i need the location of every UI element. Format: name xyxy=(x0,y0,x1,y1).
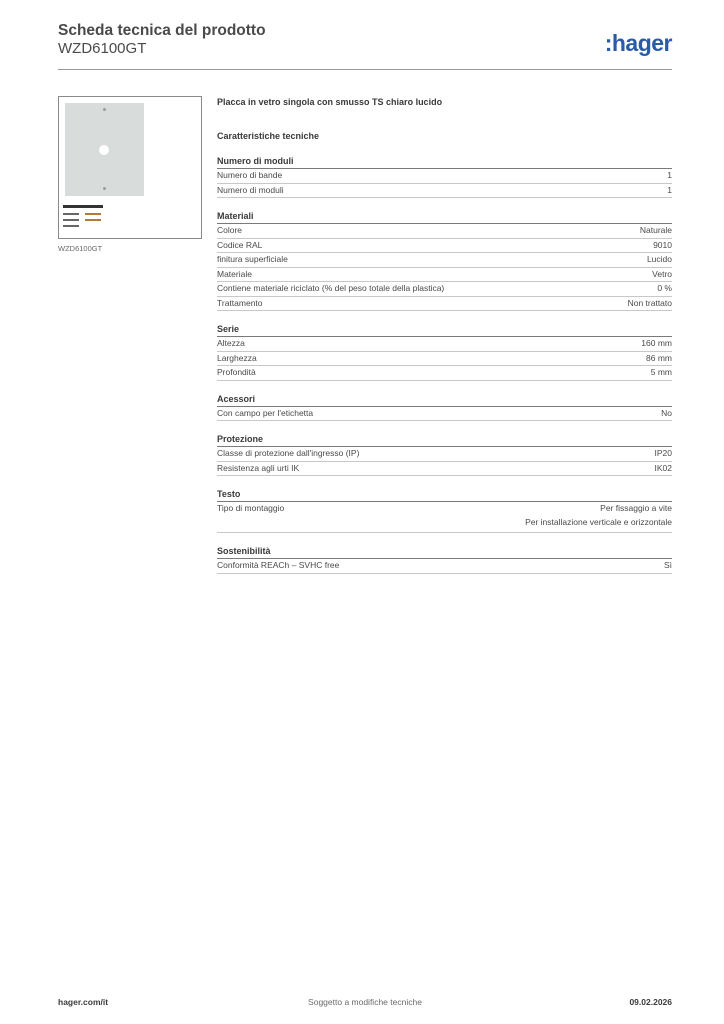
spec-label: Trattamento xyxy=(217,297,263,308)
spec-value xyxy=(652,268,672,282)
spec-value-line: 0 % xyxy=(657,283,672,293)
spec-sections xyxy=(217,155,672,574)
spec-value-line: No xyxy=(661,407,672,418)
cable-hole xyxy=(99,145,109,155)
spec-label: Altezza xyxy=(217,338,245,348)
page-footer xyxy=(58,997,672,1011)
section-title: Serie xyxy=(217,323,672,337)
spec-value xyxy=(640,224,672,238)
section-title: Protezione xyxy=(217,433,672,447)
spec-value xyxy=(667,169,672,183)
spec-value-line: Sì xyxy=(663,560,672,570)
spec-sheet xyxy=(217,96,672,586)
spec-row xyxy=(217,253,672,268)
spec-value-line: 9010 xyxy=(653,239,672,250)
spec-row xyxy=(217,169,672,184)
spec-label: Numero di moduli xyxy=(217,184,284,195)
spec-value xyxy=(664,559,672,573)
spec-row xyxy=(217,559,672,574)
spec-value xyxy=(655,447,673,461)
footer-website-link[interactable]: hager.com/it xyxy=(58,997,109,1007)
spec-value xyxy=(647,253,672,267)
spec-label: Codice RAL xyxy=(217,239,263,250)
spec-row xyxy=(217,239,672,254)
spec-value xyxy=(653,239,672,253)
product-code: WZD6100GT xyxy=(58,40,147,57)
spec-value xyxy=(651,366,672,380)
spec-value xyxy=(628,297,672,311)
spec-value-line: Non trattato xyxy=(627,297,672,308)
spec-section xyxy=(217,393,672,422)
spec-value xyxy=(646,352,672,366)
spec-row xyxy=(217,297,672,312)
screw-icon xyxy=(85,219,101,221)
spec-row xyxy=(217,337,672,352)
spec-label: Materiale xyxy=(217,268,252,279)
accessory-line-icon xyxy=(63,219,79,221)
spec-value-line: Vetro xyxy=(652,268,672,279)
spec-value-line: IK02 xyxy=(654,462,672,473)
spec-value xyxy=(655,462,673,476)
spec-value xyxy=(657,282,672,296)
footer-notice: Soggetto a modifiche tecniche xyxy=(308,997,422,1007)
product-description: Placca in vetro singola con smusso TS chiaro lucido xyxy=(217,97,443,107)
spec-section xyxy=(217,155,672,198)
spec-section xyxy=(217,323,672,381)
spec-row xyxy=(217,224,672,239)
page-header xyxy=(58,22,672,70)
screw-hole-bottom xyxy=(103,187,106,190)
spec-section xyxy=(217,545,672,574)
spec-label: Tipo di montaggio xyxy=(217,503,285,513)
footer-date: 09.02.2026 xyxy=(629,997,672,1007)
section-title: Sostenibilità xyxy=(217,545,672,559)
spec-row xyxy=(217,447,672,462)
section-title: Numero di moduli xyxy=(217,155,672,169)
spec-row xyxy=(217,462,672,477)
spec-value-line: Naturale xyxy=(639,225,672,235)
spec-value xyxy=(661,407,672,421)
spec-value-line: 1 xyxy=(667,170,672,180)
spec-row xyxy=(217,268,672,283)
spec-label: Contiene materiale riciclato (% del peso totale della plastica) xyxy=(217,283,445,293)
spec-value xyxy=(525,502,672,529)
mounting-frame-image xyxy=(63,205,103,208)
spec-row xyxy=(217,184,672,199)
hager-logo: :hager xyxy=(604,30,672,56)
document-title: Scheda tecnica del prodotto xyxy=(58,22,266,39)
spec-label: Profondità xyxy=(217,367,256,377)
spec-value-line: 5 mm xyxy=(650,367,672,377)
section-title: Testo xyxy=(217,488,672,502)
header-divider xyxy=(58,69,672,70)
spec-value xyxy=(667,184,672,198)
spec-value-line: Per installazione verticale e orizzontale xyxy=(525,516,672,527)
spec-section xyxy=(217,488,672,533)
spec-label: Classe di protezione dall'ingresso (IP) xyxy=(217,448,360,458)
spec-heading: Caratteristiche tecniche xyxy=(217,131,320,141)
spec-row xyxy=(217,502,672,533)
accessory-line-icon xyxy=(63,213,79,215)
spec-value-line: 160 mm xyxy=(641,338,672,348)
screw-hole-top xyxy=(103,108,106,111)
accessory-line-icon xyxy=(63,225,79,227)
spec-row xyxy=(217,366,672,381)
spec-value-line: Lucido xyxy=(646,254,672,264)
section-title: Acessori xyxy=(217,393,672,407)
spec-label: Colore xyxy=(217,225,243,235)
spec-label: Resistenza agli urti IK xyxy=(217,462,300,473)
spec-label: finitura superficiale xyxy=(217,254,288,264)
glass-plate-image xyxy=(65,103,144,196)
spec-label: Larghezza xyxy=(217,352,257,363)
spec-row xyxy=(217,282,672,297)
spec-label: Conformità REACh – SVHC free xyxy=(217,560,340,570)
section-title: Materiali xyxy=(217,210,672,224)
product-image xyxy=(58,96,202,239)
spec-label: Con campo per l'etichetta xyxy=(217,407,314,418)
spec-row xyxy=(217,407,672,422)
spec-value-line: 86 mm xyxy=(646,352,672,363)
screw-icon xyxy=(85,213,101,215)
spec-section xyxy=(217,210,672,311)
spec-value-line: IP20 xyxy=(654,448,672,458)
image-caption: WZD6100GT xyxy=(58,244,103,253)
spec-value-line: Per fissaggio a vite xyxy=(600,503,672,513)
spec-section xyxy=(217,433,672,476)
spec-label: Numero di bande xyxy=(217,170,283,180)
spec-row xyxy=(217,352,672,367)
spec-value-line: 1 xyxy=(667,184,672,195)
spec-value xyxy=(641,337,672,351)
